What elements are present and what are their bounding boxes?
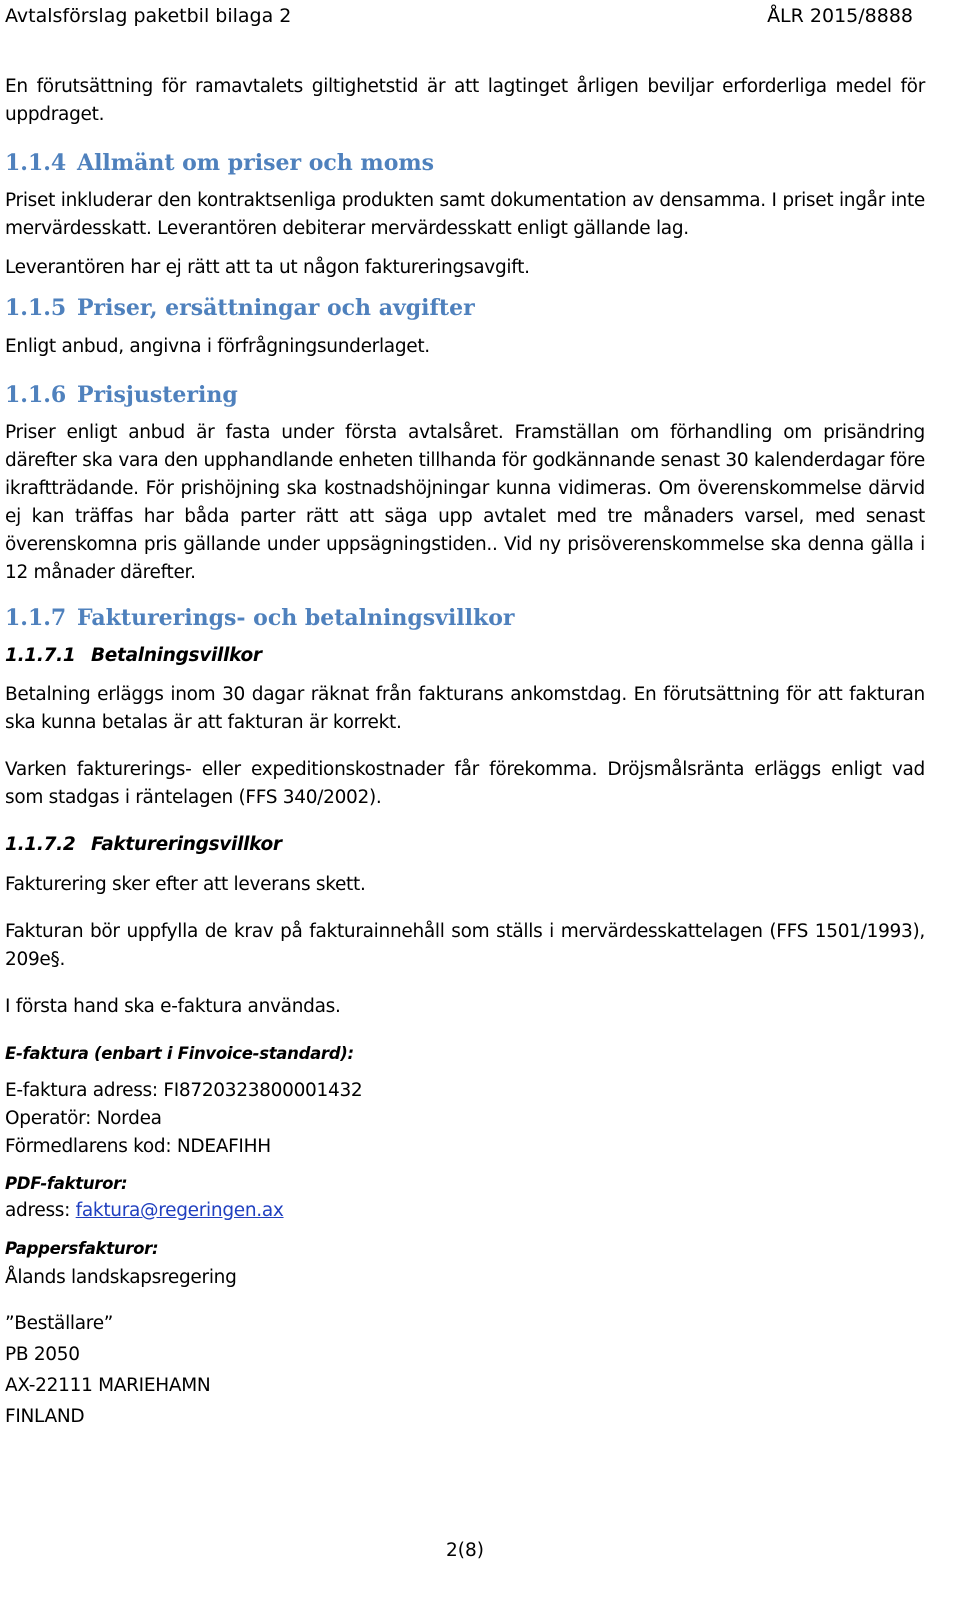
heading-title: Allmänt om priser och moms (77, 150, 435, 176)
paper-invoice-organization: Ålands landskapsregering (5, 1267, 237, 1288)
pdf-invoice-label: PDF-fakturor: (5, 1174, 128, 1193)
subheading-number: 1.1.7.2 (5, 834, 76, 855)
invoice-content-paragraph: Fakturan bör uppfylla de krav på fakturainnehåll som ställs i mervärdesskattelagen (FFS 1501/1993), 209e§. (5, 921, 925, 970)
invoicing-fee-paragraph: Leverantören har ej rätt att ta ut någon faktureringsavgift. (5, 257, 530, 278)
subheading-number: 1.1.7.1 (5, 645, 76, 666)
e-invoice-first-paragraph: I första hand ska e-faktura användas. (5, 996, 341, 1017)
heading-1-1-6 (5, 381, 238, 409)
heading-title: Prisjustering (77, 382, 238, 408)
price-adjustment-paragraph: Priser enligt anbud är fasta under första avtalsåret. Framställan om förhandling om prisändring därefter ska vara den upphandlande enheten tillhanda för godkännande senast 30 kalenderdagar före ikraftträdande. För prishöjning ska kostnadshöjningar kunna vidimeras. Om överenskommelse därvid ej kan träffas har båda parter rätt att säga upp avtalet med tre månaders varsel, med senast överenskomna pris gällande under uppsägningstiden.. Vid ny prisöverenskommelse ska denna gälla i 12 månader därefter. (5, 422, 925, 583)
address-country: FINLAND (5, 1406, 85, 1427)
header-title: Avtalsförslag paketbil bilaga 2 (5, 5, 292, 27)
subheading-title: Betalningsvillkor (91, 645, 262, 666)
e-invoice-intermediary-code: Förmedlarens kod: NDEAFIHH (5, 1136, 271, 1157)
compensation-paragraph: Enligt anbud, angivna i förfrågningsunderlaget. (5, 336, 430, 357)
heading-number: 1.1.7 (5, 605, 67, 631)
heading-1-1-5 (5, 294, 475, 322)
heading-number: 1.1.6 (5, 382, 67, 408)
heading-1-1-7 (5, 604, 515, 632)
subheading-1-1-7-2 (5, 831, 282, 859)
paper-invoice-label: Pappersfakturor: (5, 1239, 159, 1258)
intro-paragraph: En förutsättning för ramavtalets giltighetstid är att lagtinget årligen beviljar erforderliga medel för uppdraget. (5, 76, 925, 125)
heading-title: Fakturerings- och betalningsvillkor (77, 605, 515, 631)
late-interest-paragraph: Varken fakturerings- eller expeditionskostnader får förekomma. Dröjsmålsränta erläggs enligt vad som stadgas i räntelagen (FFS 340/2002). (5, 759, 925, 808)
address-po-box: PB 2050 (5, 1344, 80, 1365)
e-invoice-label: E-faktura (enbart i Finvoice-standard): (5, 1044, 354, 1063)
heading-1-1-4 (5, 149, 434, 177)
pdf-address-prefix: adress: (5, 1200, 76, 1221)
invoice-email-link[interactable]: faktura@regeringen.ax (75, 1200, 284, 1221)
address-recipient: ”Beställare” (5, 1313, 114, 1334)
heading-number: 1.1.5 (5, 295, 67, 321)
pdf-invoice-address (5, 1197, 925, 1225)
page-number: 2(8) (446, 1540, 484, 1561)
header-reference: ÅLR 2015/8888 (767, 5, 913, 27)
subheading-1-1-7-1 (5, 642, 262, 670)
invoicing-delivery-paragraph: Fakturering sker efter att leverans skett. (5, 874, 366, 895)
postal-address-block (5, 1308, 925, 1432)
e-invoice-operator: Operatör: Nordea (5, 1108, 162, 1129)
heading-number: 1.1.4 (5, 150, 67, 176)
prices-vat-paragraph: Priset inkluderar den kontraktsenliga produkten samt dokumentation av densamma. I priset ingår inte mervärdesskatt. Leverantören debiterar mervärdesskatt enligt gällande lag. (5, 190, 925, 239)
e-invoice-address: E-faktura adress: FI8720323800001432 (5, 1080, 363, 1101)
subheading-title: Faktureringsvillkor (91, 834, 282, 855)
address-city: AX-22111 MARIEHAMN (5, 1375, 211, 1396)
e-invoice-block (5, 1077, 925, 1161)
heading-title: Priser, ersättningar och avgifter (77, 295, 475, 321)
payment-terms-paragraph: Betalning erläggs inom 30 dagar räknat från fakturans ankomstdag. En förutsättning för att fakturan ska kunna betalas är att fakturan är korrekt. (5, 684, 925, 733)
